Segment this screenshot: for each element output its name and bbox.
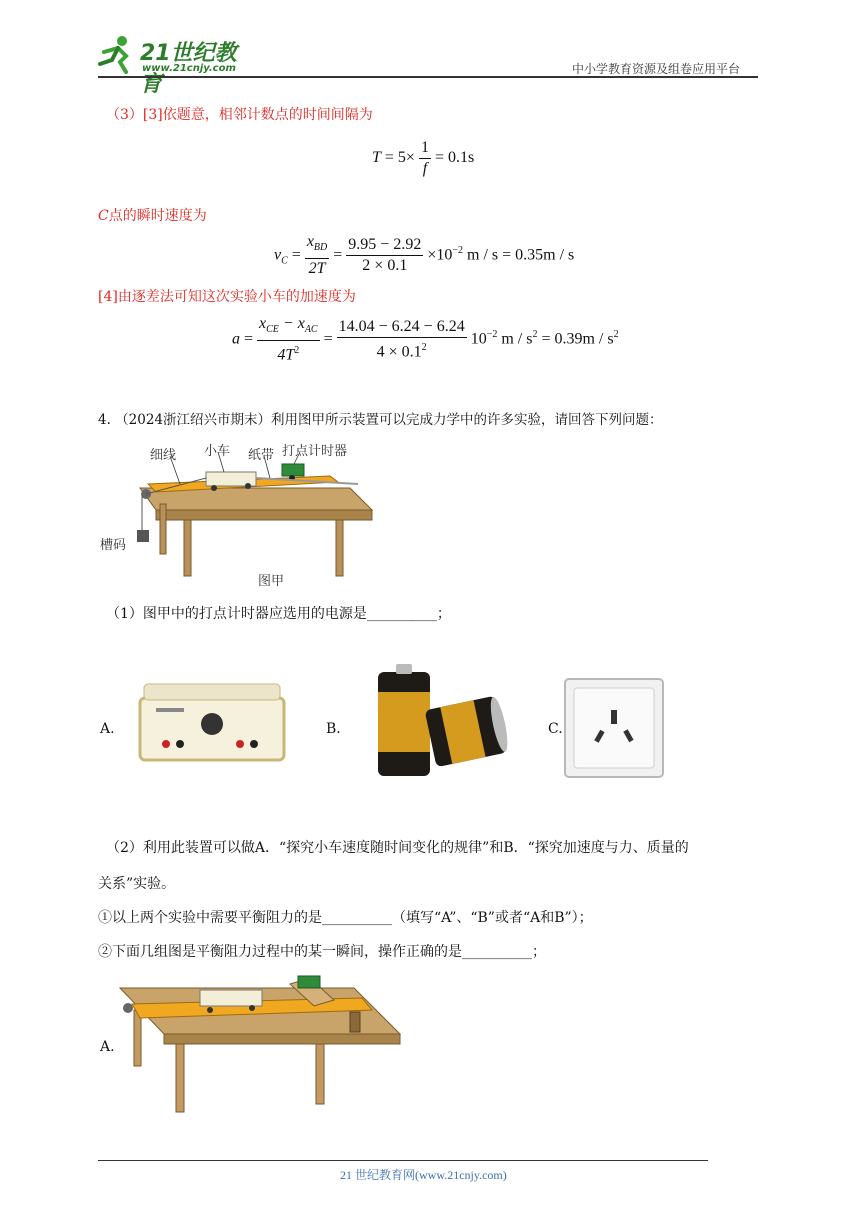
figure-option-a xyxy=(114,970,404,1116)
label-cart: 小车 xyxy=(204,443,231,458)
battery-icon xyxy=(372,662,508,780)
equation-velocity: $v_C$ = $\frac{x_{BD}}{2T}$ = $\frac{9.95 - 2.92}{2 \times 0.1}$ $\times 10^{-2}$ m / s = 0.35m / s xyxy=(274,233,575,278)
label-tape: 纸带 xyxy=(248,447,275,462)
header-divider xyxy=(98,76,758,78)
option-c-label: C. xyxy=(548,721,563,737)
equation-acceleration: a = $\frac{x_{CE} - x_{AC}}{4T^2}$ = $\frac{14.04 - 6.24 - 6.24}{4 \times 0.1^2}$ $10^{-2}$ $m / s^2 = 0.39m / s^2$ xyxy=(232,315,619,364)
question4-part2-sub1: ①以上两个实验中需要平衡阻力的是__________（填写“A”、“B”或者“A和B”）； xyxy=(98,910,593,926)
balancing-apparatus-illustration xyxy=(114,970,404,1116)
fig2-option-label: A. xyxy=(100,1039,115,1055)
option-c-image xyxy=(564,678,664,778)
option-b-label: B. xyxy=(326,721,341,737)
question4-part2-line2: 关系”实验。 xyxy=(98,876,176,892)
header-title: 中小学教育资源及组卷应用平台 xyxy=(572,62,741,76)
power-supply-icon xyxy=(136,678,288,766)
logo-main-text: 21世纪教育 xyxy=(140,41,237,97)
question4-stem: 4. （2024浙江绍兴市期末）利用图甲所示装置可以完成力学中的许多实验，请回答下列问题： xyxy=(98,412,663,428)
section3-intro: （3）[3]依题意，相邻计数点的时间间隔为 xyxy=(106,107,373,123)
acceleration-intro: [4]由逐差法可知这次实验小车的加速度为 xyxy=(98,289,356,305)
label-weight: 槽码 xyxy=(100,537,127,552)
apparatus-illustration xyxy=(100,438,380,588)
label-timer: 打点计时器 xyxy=(282,443,348,458)
footer-text: 21 世纪教育网(www.21cnjy.com) xyxy=(340,1168,507,1182)
footer-divider xyxy=(98,1160,708,1161)
label-thread: 细线 xyxy=(150,447,177,462)
wall-socket-icon xyxy=(564,678,664,778)
running-man-icon xyxy=(96,34,136,74)
question4-part2-line1: （2）利用此装置可以做A．“探究小车速度随时间变化的规律”和B．“探究加速度与力、质量的 xyxy=(106,840,689,856)
option-b-image xyxy=(372,662,508,780)
option-a-image xyxy=(136,678,288,766)
figure-caption: 图甲 xyxy=(258,573,285,588)
logo-sub-text: www.21cnjy.com xyxy=(142,63,236,74)
figure-apparatus xyxy=(100,438,380,588)
question4-part1: （1）图甲中的打点计时器应选用的电源是__________； xyxy=(106,606,451,622)
logo xyxy=(96,34,256,97)
option-a-label: A. xyxy=(100,721,115,737)
velocity-intro: C点的瞬时速度为 xyxy=(98,208,207,224)
question4-part2-sub2: ②下面几组图是平衡阻力过程中的某一瞬间，操作正确的是__________； xyxy=(98,944,546,960)
equation-period: T = 5× $\frac{1}{f}$ = 0.1s xyxy=(372,139,475,177)
